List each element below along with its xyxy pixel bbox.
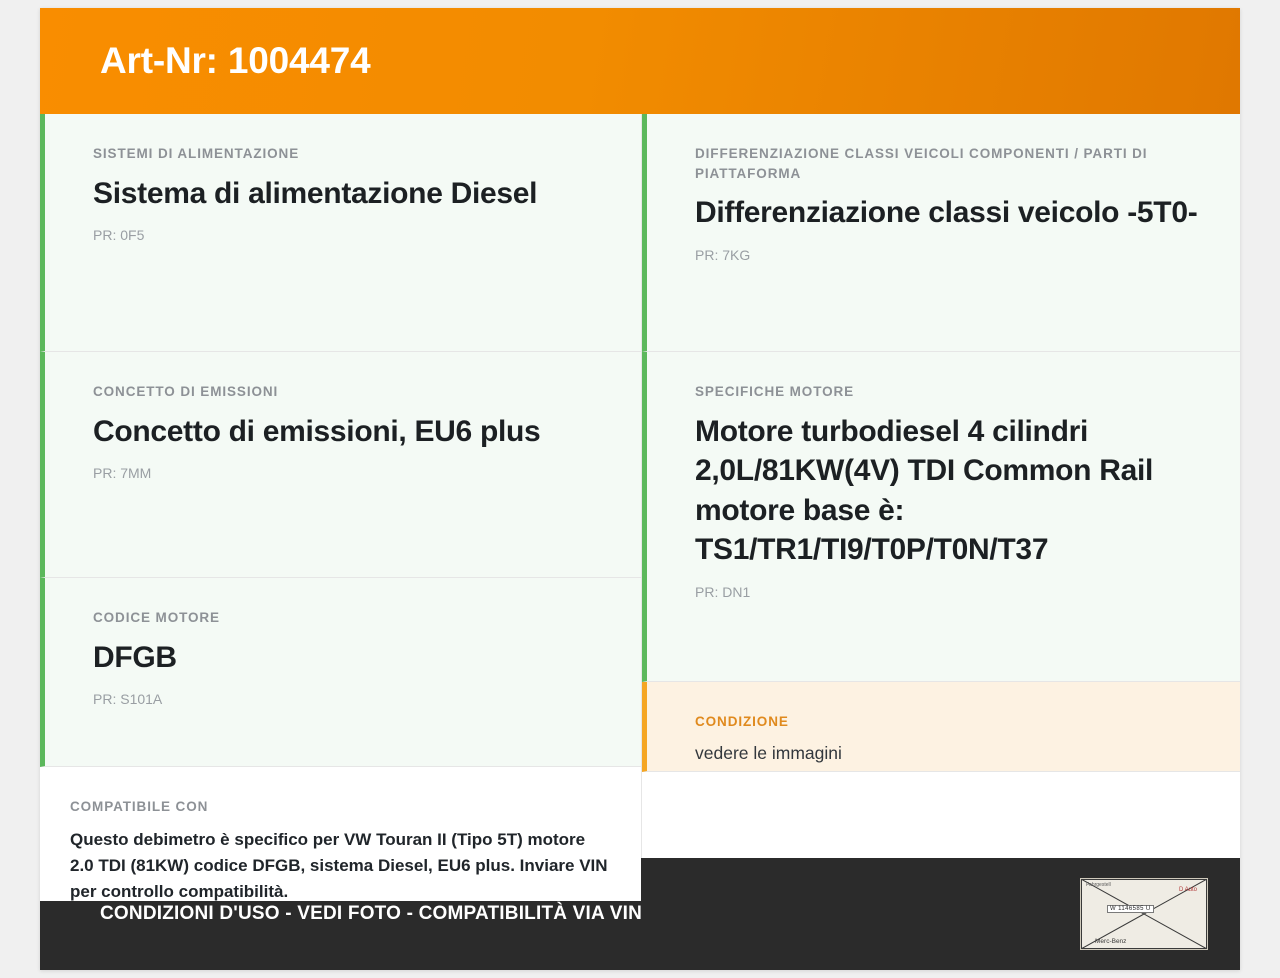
spec-label: SPECIFICHE MOTORE <box>695 384 855 399</box>
spec-label: CONDIZIONE <box>695 714 789 729</box>
stamp-vin-text: W 1146585 U <box>1107 905 1154 913</box>
spec-label: CODICE MOTORE <box>93 610 220 625</box>
spec-pr-code: PR: S101A <box>93 691 163 708</box>
spec-block-compatibility <box>40 767 641 901</box>
spec-block-fuel-system <box>40 114 641 352</box>
spec-pr-code: PR: DN1 <box>695 583 751 600</box>
spec-value: DFGB <box>93 640 177 674</box>
spec-block-empty <box>642 772 1240 858</box>
spec-block-condition <box>642 682 1240 772</box>
page-title: Art-Nr: 1004474 <box>100 40 371 81</box>
spec-value: Sistema di alimentazione Diesel <box>93 176 538 210</box>
spec-text: vedere le immagini <box>695 742 842 763</box>
right-column <box>642 114 1240 858</box>
header-bar <box>40 8 1240 114</box>
spec-block-engine-code <box>40 578 641 767</box>
spec-block-vehicle-class <box>642 114 1240 352</box>
spec-pr-code: PR: 7MM <box>93 465 152 482</box>
spec-label: COMPATIBILE CON <box>70 799 209 814</box>
stamp-red-text: D Auto <box>1178 887 1197 893</box>
stamp-top-text: Fahrgestell <box>1086 882 1111 888</box>
spec-block-engine-specs <box>642 352 1240 682</box>
spec-label: DIFFERENZIAZIONE CLASSI VEICOLI COMPONENTI / PARTI DI PIATTAFORMA <box>695 146 1148 181</box>
spec-text: Questo debimetro è specifico per VW Touran II (Tipo 5T) motore 2.0 TDI (81KW) codice DFGB, sistema Diesel, EU6 plus. Inviare VIN per controllo compatibilità. <box>70 829 608 902</box>
spec-value: Differenziazione classi veicolo -5T0- <box>695 196 1198 230</box>
stamp-bottom-text: Merc-Benz <box>1095 938 1127 945</box>
spec-value: Concetto di emissioni, EU6 plus <box>93 414 541 448</box>
spec-pr-code: PR: 0F5 <box>93 227 145 244</box>
footer-notice: CONDIZIONI D'USO - VEDI FOTO - COMPATIBILITÀ VIA VIN <box>100 903 642 924</box>
spec-pr-code: PR: 7KG <box>695 246 751 263</box>
spec-value: Motore turbodiesel 4 cilindri 2,0L/81KW(4V) TDI Common Rail motore base è: TS1/TR1/TI9/T0P/T0N/T37 <box>695 414 1154 567</box>
spec-label: CONCETTO DI EMISSIONI <box>93 384 279 399</box>
spec-card <box>40 8 1240 970</box>
spec-block-emissions <box>40 352 641 578</box>
left-column <box>40 114 642 902</box>
vehicle-registration-stamp <box>1080 878 1208 950</box>
spec-label: SISTEMI DI ALIMENTAZIONE <box>93 146 300 161</box>
